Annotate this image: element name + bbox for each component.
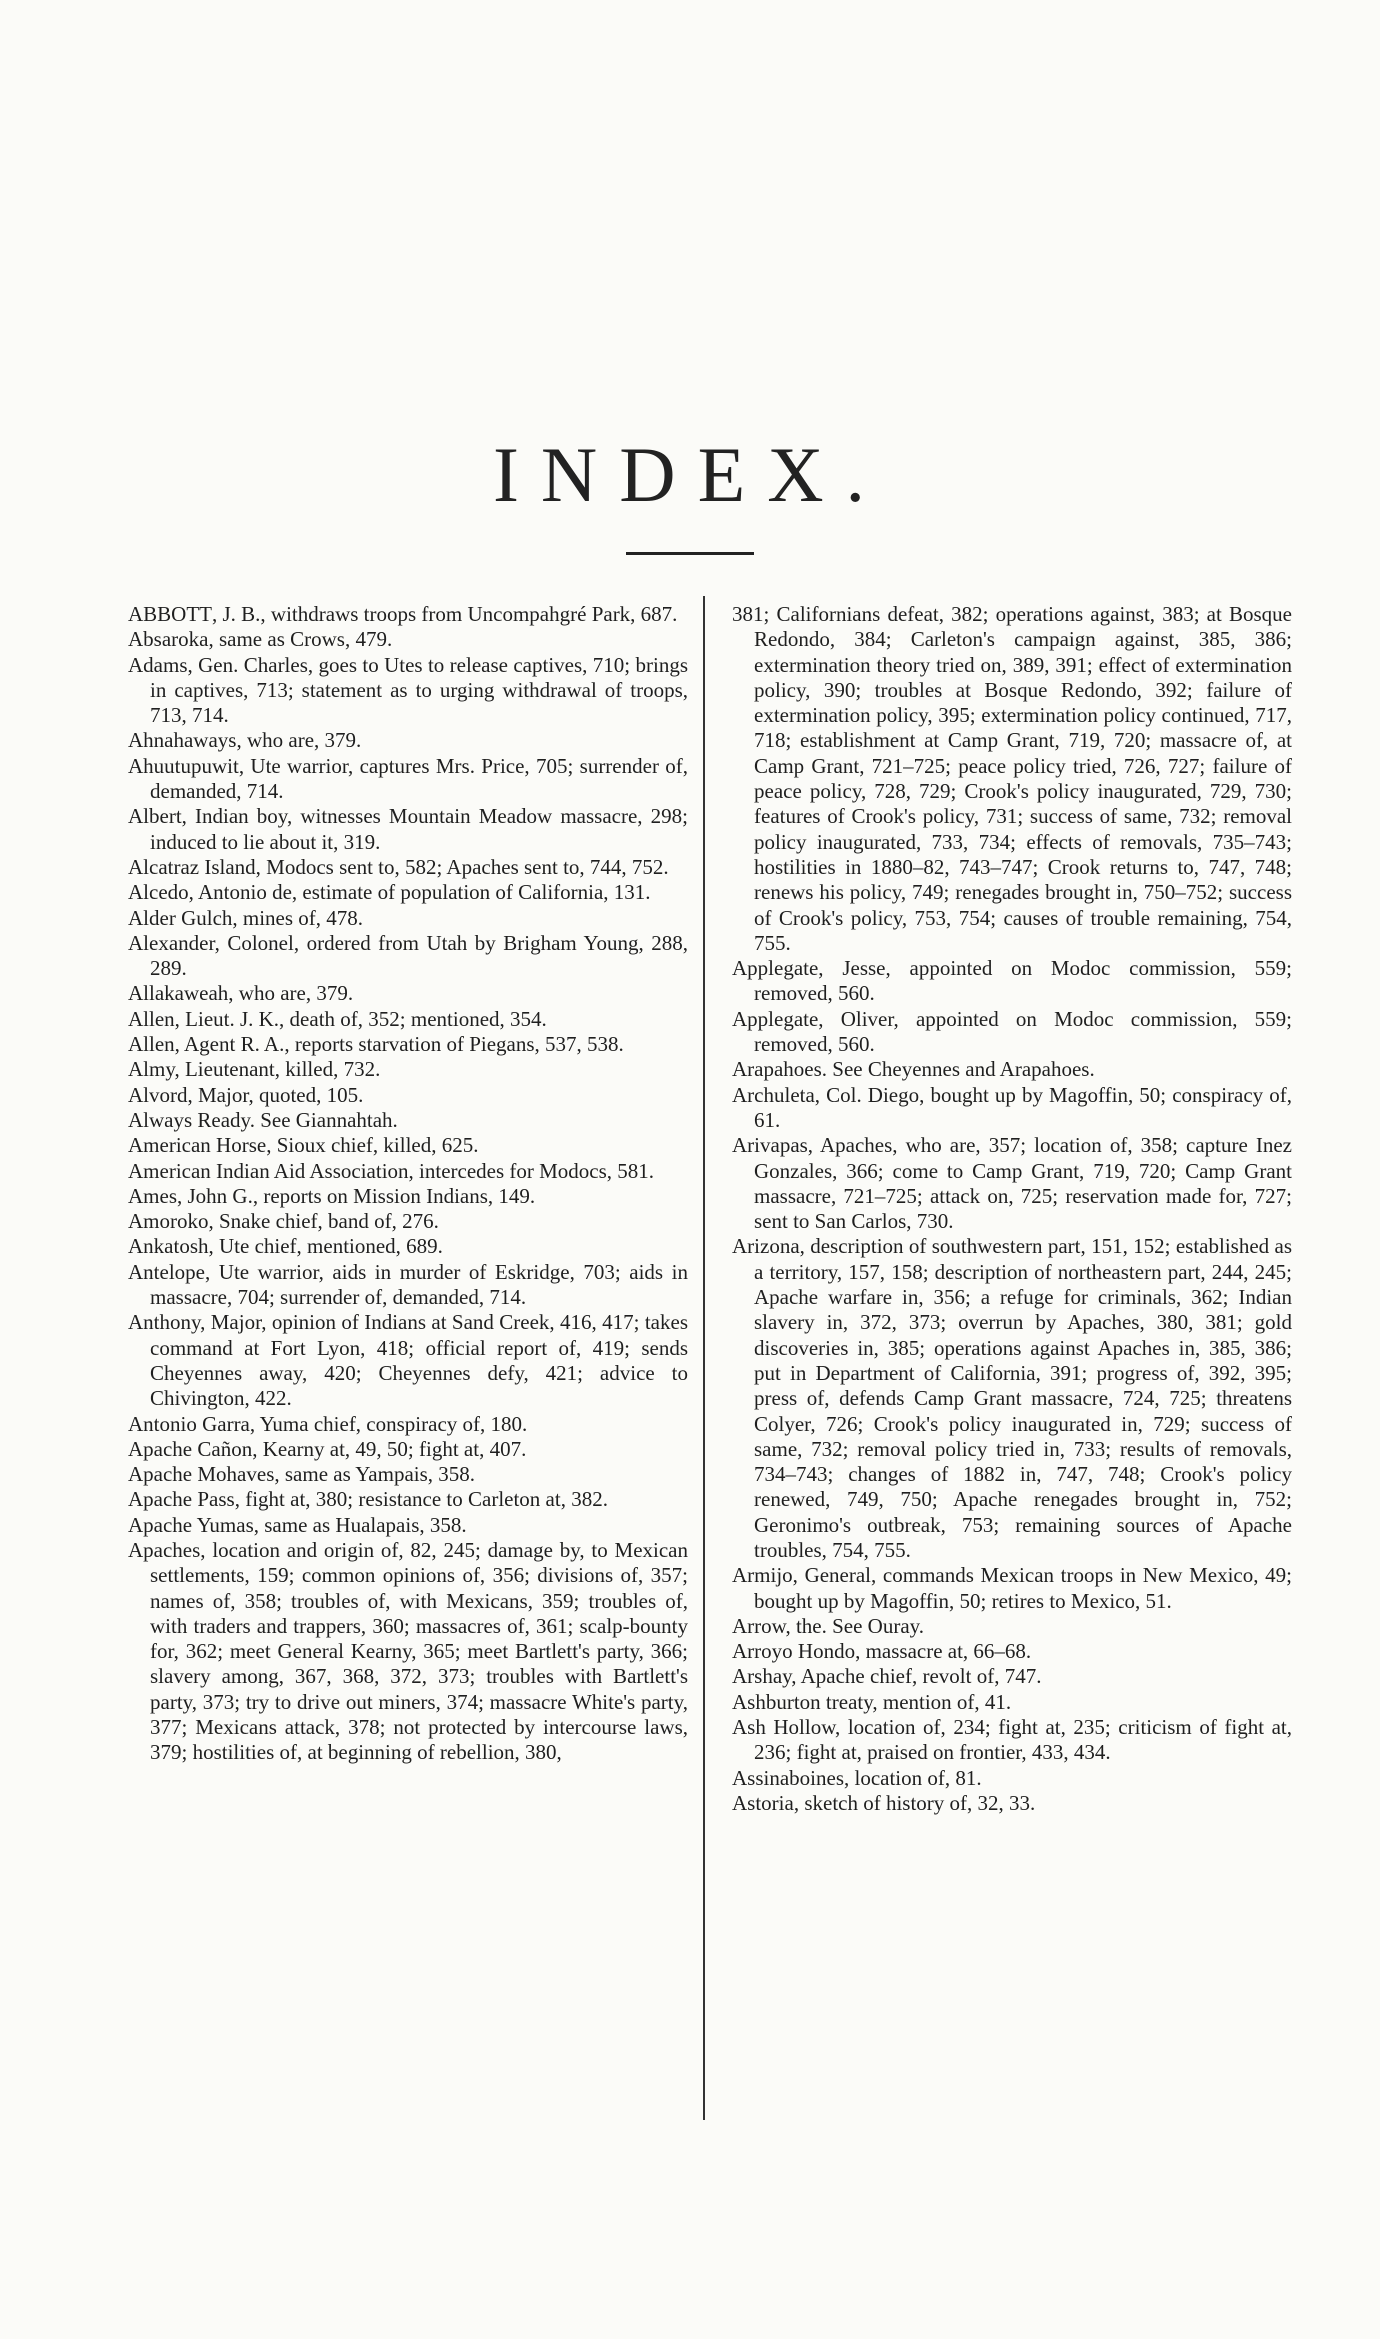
index-entry-text: Arshay, Apache chief, revolt of, 747. [732,1664,1042,1689]
index-entry-text: Arroyo Hondo, massacre at, 66–68. [732,1639,1032,1664]
index-entry-text: , J. B., withdraws troops from Uncompahgré Park, 687. [212,602,678,626]
index-entry [128,1538,688,1766]
index-entry [128,1133,688,1158]
index-entry-text: Ash Hollow, location of, 234; fight at, 235; criticism of fight at, 236; fight at, praised on frontier, 433, 434. [732,1715,1292,1765]
index-entry [128,1513,688,1538]
index-entry [128,1057,688,1082]
index-entry [128,1108,688,1133]
index-entry-text: Arizona, description of southwestern part, 151, 152; established as a territory, 157, 158; description of northeastern part, 244, 245; Apache warfare in, 356; a refuge for criminals, 362; Indian slavery in, 372, 373; overrun by Apaches, 380, 381; gold discoveries in, 385; operations against Apaches in, 385, 386; put in Department of California, 391; progress of, 392, 395; press of, defends Camp Grant massacre, 724, 725; threatens Colyer, 726; Crook's policy inaugurated in, 729; success of same, 732; removal policy tried in, 733; results of removals, 734–743; changes of 1882 in, 747, 748; Crook's policy renewed, 749, 750; Apache renegades brought in, 752; Geronimo's outbreak, 753; remaining sources of Apache troubles, 754, 755. [732,1234,1292,1562]
index-entry [128,1437,688,1462]
index-entry [128,931,688,982]
index-entry-text: Apache Yumas, same as Hualapais, 358. [128,1512,467,1537]
index-entry [128,1184,688,1209]
index-entry [128,1310,688,1411]
index-entry-text: Adams, Gen. Charles, goes to Utes to release captives, 710; brings in captives, 713; statement as to urging withdrawal of troops, 713, 714. [128,652,688,728]
index-entry-text: Allakaweah, who are, 379. [128,981,354,1006]
index-entry [732,1007,1292,1058]
index-entry [732,1614,1292,1639]
index-entry-text: Antelope, Ute warrior, aids in murder of Eskridge, 703; aids in massacre, 704; surrender of, demanded, 714. [128,1259,688,1310]
index-entry-text: Apaches, location and origin of, 82, 245; damage by, to Mexican settlements, 159; common opinions of, 356; divisions of, 357; names of, 358; troubles of, with Mexicans, 359; troubles of, with traders and trappers, 360; massacres of, 361; scalp-bounty for, 362; meet General Kearny, 365; meet Bartlett's party, 366; slavery among, 367, 368, 372, 373; troubles with Bartlett's party, 373; try to drive out miners, 374; massacre White's party, 377; Mexicans attack, 378; not protected by intercourse laws, 379; hostilities of, at beginning of rebellion, 380, [128,1537,688,1765]
index-column-left [128,602,688,1766]
index-entry [732,1664,1292,1689]
title-rule [626,552,754,555]
index-entry [128,1209,688,1234]
index-entry-text: Allen, Agent R. A., reports starvation of Piegans, 537, 538. [128,1032,624,1057]
index-entry [128,1462,688,1487]
index-entry-text: Ahnahaways, who are, 379. [128,728,362,753]
index-entry-text: Arapahoes. See Cheyennes and Arapahoes. [732,1057,1095,1082]
index-entry [732,1234,1292,1563]
index-entry-text: Apache Mohaves, same as Yampais, 358. [128,1462,476,1487]
index-entry-text: Antonio Garra, Yuma chief, conspiracy of, 180. [128,1411,528,1436]
index-entry [128,981,688,1006]
index-entry-text: Ashburton treaty, mention of, 41. [732,1689,1012,1714]
index-entry-text: Armijo, General, commands Mexican troops in New Mexico, 49; bought up by Magoffin, 50; retires to Mexico, 51. [732,1563,1292,1613]
index-entry [732,1715,1292,1766]
index-entry-text: Anthony, Major, opinion of Indians at Sand Creek, 416, 417; takes command at Fort Lyon, 418; official report of, 419; sends Cheyennes away, 420; Cheyennes defy, 421; advice to Chivington, 422. [128,1310,688,1411]
index-entry-text: Ahuutupuwit, Ute warrior, captures Mrs. Price, 705; surrender of, demanded, 714. [128,753,688,804]
index-entry-text: Alder Gulch, mines of, 478. [128,905,364,930]
index-entry [128,1487,688,1512]
index-entry [128,880,688,905]
index-entry [732,1563,1292,1614]
index-entry-text: Ankatosh, Ute chief, mentioned, 689. [128,1234,443,1259]
index-entry [128,653,688,729]
index-entry-text: Almy, Lieutenant, killed, 732. [128,1057,381,1082]
index-entry [732,956,1292,1007]
index-entry [128,728,688,753]
index-entry-text: Absaroka, same as Crows, 479. [128,627,393,652]
index-entry [128,804,688,855]
index-entry [732,1766,1292,1791]
index-entry [128,1159,688,1184]
index-entry [128,1234,688,1259]
index-entry-text: Apache Pass, fight at, 380; resistance to Carleton at, 382. [128,1487,608,1512]
index-entry [128,754,688,805]
index-entry-text: Ames, John G., reports on Mission Indians, 149. [128,1183,536,1208]
index-entry-text: Always Ready. See Giannahtah. [128,1107,398,1132]
index-column-right [732,602,1292,1816]
index-entry-text: Allen, Lieut. J. K., death of, 352; mentioned, 354. [128,1006,547,1031]
index-entry-text: Applegate, Jesse, appointed on Modoc commission, 559; removed, 560. [732,956,1292,1006]
index-entry [128,1260,688,1311]
index-entry [128,855,688,880]
index-entry-text: Archuleta, Col. Diego, bought up by Magoffin, 50; conspiracy of, 61. [732,1082,1292,1132]
index-entry [732,1791,1292,1816]
index-entry-text: Arivapas, Apaches, who are, 357; location of, 358; capture Inez Gonzales, 366; come to Camp Grant, 719, 720; Camp Grant massacre, 721–725; attack on, 725; reservation made for, 727; sent to San Carlos, 730. [732,1133,1292,1234]
index-entry [732,1057,1292,1082]
index-entry [128,1007,688,1032]
index-entry-text: Alcatraz Island, Modocs sent to, 582; Apaches sent to, 744, 752. [128,854,669,879]
index-entry [732,1690,1292,1715]
index-entry [128,1083,688,1108]
index-entry-headword: ABBOTT [128,602,212,626]
index-entry [732,1133,1292,1234]
index-entry-text: 381; Californians defeat, 382; operations against, 383; at Bosque Redondo, 384; Carleton's campaign against, 385, 386; extermination theory tried on, 389, 391; effect of extermination policy, 390; troubles at Bosque Redondo, 392; failure of extermination policy, 395; extermination policy continued, 717, 718; establishment at Camp Grant, 719, 720; massacre of, at Camp Grant, 721–725; peace policy tried, 726, 727; failure of peace policy, 728, 729; Crook's policy inaugurated, 729, 730; features of Crook's policy, 731; success of same, 732; removal policy inaugurated, 733, 734; effects of removals, 735–743; hostilities in 1880–82, 743–747; Crook returns to, 747, 748; renews his policy, 749; renegades brought in, 750–752; success of Crook's policy, 753, 754; causes of trouble remaining, 754, 755. [732,602,1292,955]
index-entry [128,627,688,652]
index-entry-text: Astoria, sketch of history of, 32, 33. [732,1790,1036,1815]
index-entry [128,1032,688,1057]
index-entry-text: American Horse, Sioux chief, killed, 625. [128,1133,479,1158]
index-entry-text: Applegate, Oliver, appointed on Modoc commission, 559; removed, 560. [732,1006,1292,1057]
column-divider [703,596,705,2120]
index-entry-text: Alvord, Major, quoted, 105. [128,1082,364,1107]
index-entry [128,1412,688,1437]
index-entry [732,602,1292,956]
index-entry [732,1639,1292,1664]
index-entry-text: Assinaboines, location of, 81. [732,1765,982,1790]
page-title: INDEX. [492,431,888,518]
index-entry [128,906,688,931]
index-entry-text: Apache Cañon, Kearny at, 49, 50; fight at, 407. [128,1436,527,1461]
index-entry-text: Alexander, Colonel, ordered from Utah by Brigham Young, 288, 289. [128,930,688,981]
index-entry-text: American Indian Aid Association, intercedes for Modocs, 581. [128,1158,655,1183]
index-entry-text: Alcedo, Antonio de, estimate of population of California, 131. [128,880,651,905]
index-entry-text: Arrow, the. See Ouray. [732,1613,925,1638]
index-entry-text: Albert, Indian boy, witnesses Mountain Meadow massacre, 298; induced to lie about it, 319. [128,804,688,854]
index-entry-text: Amoroko, Snake chief, band of, 276. [128,1209,439,1234]
index-entry [128,602,688,627]
index-entry [732,1083,1292,1134]
